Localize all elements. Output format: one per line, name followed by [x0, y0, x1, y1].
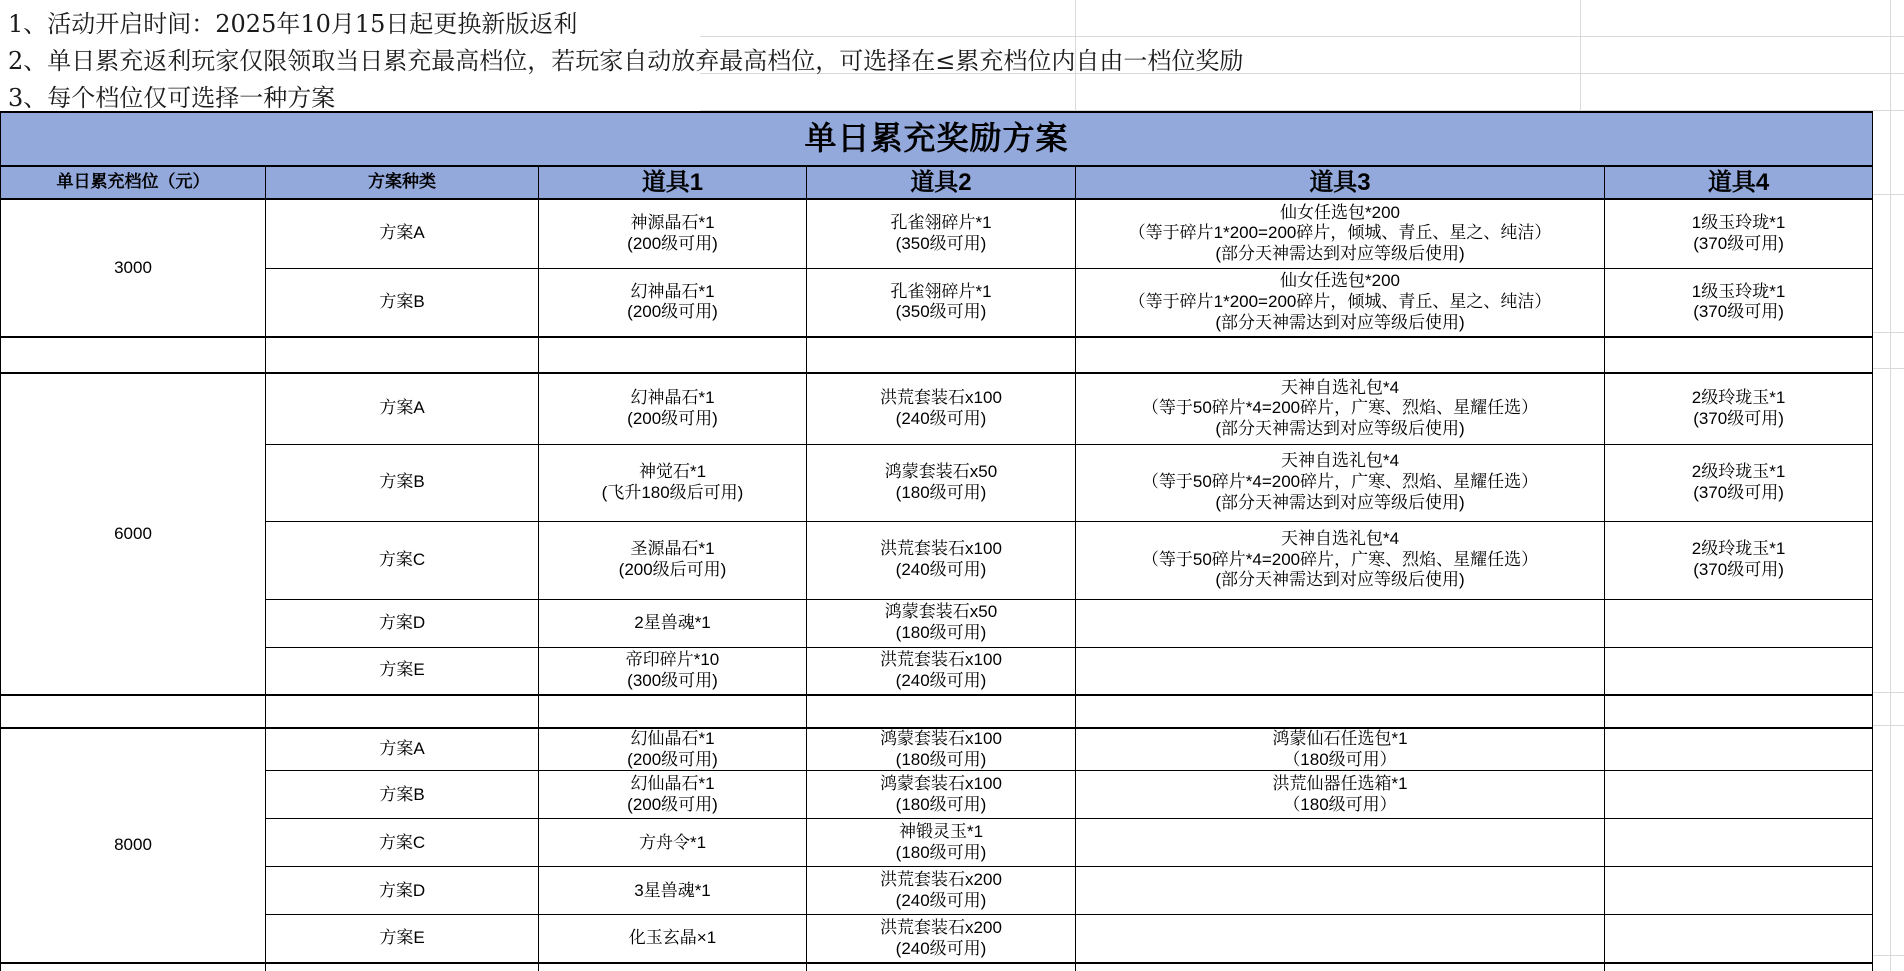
item4-cell[interactable]: [1605, 915, 1873, 963]
item-text-line: (200级可用): [627, 749, 718, 769]
plan-row: [1, 521, 1873, 599]
item-text-line: 神源晶石*1: [630, 213, 715, 233]
tier-amount-cell[interactable]: 6000: [1, 373, 266, 695]
item4-cell[interactable]: [1605, 199, 1873, 268]
item-text-line: （等于碎片1*200=200碎片，倾城、青丘、星之、纯洁）: [1128, 223, 1552, 243]
plan-type-cell[interactable]: 方案E: [266, 915, 539, 963]
item-text-line: 神锻灵玉*1: [898, 822, 984, 842]
item-text-line: (240级可用): [895, 408, 987, 428]
item-text-line: 天神自选礼包*4: [1280, 528, 1400, 548]
item-text-line: (350级可用): [895, 302, 987, 322]
item-text-line: 化玉玄晶×1: [628, 928, 717, 948]
item4-cell[interactable]: [1605, 771, 1873, 819]
item3-cell[interactable]: [1076, 647, 1605, 695]
tier-amount-cell[interactable]: 8000: [1, 728, 266, 963]
item-text-line: 鸿蒙套装石x50: [884, 461, 998, 481]
item-text-line: (部分天神需达到对应等级后使用): [1215, 570, 1465, 590]
plan-row: [1, 915, 1873, 963]
note-line-1[interactable]: 1、活动开启时间：2025年10月15日起更换新版返利: [8, 10, 578, 38]
item4-cell[interactable]: [1605, 521, 1873, 599]
item-text-line: 洪荒套装石x100: [880, 539, 1002, 559]
item-text-line: (370级可用): [1693, 560, 1784, 579]
item3-cell[interactable]: [1076, 521, 1605, 599]
item2-cell[interactable]: [807, 867, 1076, 915]
item4-cell[interactable]: [1605, 728, 1873, 771]
item-text-line: 天神自选礼包*4: [1280, 377, 1400, 397]
plan-type-cell[interactable]: 方案B: [266, 268, 539, 337]
col-header-item1[interactable]: 道具1: [539, 166, 807, 199]
col-header-item4[interactable]: 道具4: [1605, 166, 1873, 199]
item-text-line: (200级可用): [627, 302, 718, 322]
item1-cell[interactable]: [539, 444, 807, 521]
item-text-line: 鸿蒙套装石x50: [884, 602, 998, 622]
item1-cell[interactable]: [539, 728, 807, 771]
plan-type-cell[interactable]: 方案C: [266, 819, 539, 867]
empty-cell[interactable]: [1, 695, 266, 728]
item-text-line: （180级可用）: [1283, 794, 1397, 814]
item3-cell[interactable]: [1076, 444, 1605, 521]
note-line-2[interactable]: 2、单日累充返利玩家仅限领取当日累充最高档位，若玩家自动放弃最高档位，可选择在≤累充档位内自由一档位奖励: [8, 47, 1244, 75]
item2-cell[interactable]: [807, 728, 1076, 771]
item-text-line: (180级可用): [895, 623, 987, 642]
plan-type-cell[interactable]: 方案C: [266, 521, 539, 599]
item1-cell[interactable]: [539, 599, 807, 647]
item-text-line: (部分天神需达到对应等级后使用): [1215, 244, 1465, 264]
tier-amount-cell[interactable]: 3000: [1, 199, 266, 337]
item-text-line: 洪荒套装石x100: [880, 650, 1002, 670]
plan-type-cell[interactable]: 方案A: [266, 199, 539, 268]
plan-row: [1, 647, 1873, 695]
separator-row: [1, 695, 1873, 728]
empty-cell[interactable]: [539, 337, 807, 373]
item-text-line: (飞升180级后可用): [601, 482, 744, 502]
item-text-line: 1级玉玲珑*1: [1691, 213, 1786, 233]
gridline: [1872, 725, 1904, 726]
item-text-line: 方舟令*1: [638, 832, 707, 852]
plan-type-cell[interactable]: 方案B: [266, 771, 539, 819]
item-text-line: （180级可用）: [1283, 749, 1397, 769]
item-text-line: 神觉石*1: [638, 461, 707, 481]
table-header-row: [1, 166, 1873, 199]
item1-cell[interactable]: [539, 867, 807, 915]
table-title-row: [1, 112, 1873, 166]
item4-cell[interactable]: [1605, 647, 1873, 695]
item2-cell[interactable]: [807, 373, 1076, 444]
plan-row: [1, 199, 1873, 268]
item-text-line: (370级可用): [1693, 482, 1784, 502]
item1-cell[interactable]: [539, 373, 807, 444]
empty-cell[interactable]: [807, 695, 1076, 728]
item3-cell[interactable]: [1076, 915, 1605, 963]
empty-cell[interactable]: [1, 963, 266, 971]
item-text-line: 2星兽魂*1: [634, 612, 711, 632]
item-text-line: 幻神晶石*1: [630, 281, 715, 301]
item3-cell[interactable]: [1076, 199, 1605, 268]
empty-cell[interactable]: [1076, 695, 1605, 728]
empty-cell[interactable]: [807, 963, 1076, 971]
item-text-line: 2级玲珑玉*1: [1691, 539, 1786, 559]
plan-row: [1, 444, 1873, 521]
empty-cell[interactable]: [539, 963, 807, 971]
table-title[interactable]: 单日累充奖励方案: [1, 112, 1873, 166]
plan-row: [1, 268, 1873, 337]
item4-cell[interactable]: [1605, 819, 1873, 867]
item-text-line: (部分天神需达到对应等级后使用): [1215, 492, 1465, 512]
plan-row: [1, 867, 1873, 915]
item-text-line: 幻仙晶石*1: [630, 729, 715, 748]
empty-cell[interactable]: [266, 695, 539, 728]
item4-cell[interactable]: [1605, 373, 1873, 444]
separator-row: [1, 337, 1873, 373]
item1-cell[interactable]: [539, 268, 807, 337]
item2-cell[interactable]: [807, 268, 1076, 337]
item3-cell[interactable]: [1076, 728, 1605, 771]
item2-cell[interactable]: [807, 444, 1076, 521]
empty-cell[interactable]: [1605, 695, 1873, 728]
item1-cell[interactable]: [539, 521, 807, 599]
item-text-line: (370级可用): [1693, 408, 1784, 428]
gridline: [1872, 332, 1904, 333]
item-text-line: 洪荒套装石x200: [880, 870, 1002, 890]
plan-row: [1, 599, 1873, 647]
item-text-line: 3星兽魂*1: [634, 880, 711, 900]
item-text-line: 天神自选礼包*4: [1280, 451, 1400, 471]
empty-cell[interactable]: [266, 337, 539, 373]
item-text-line: (240级可用): [895, 670, 987, 690]
empty-cell[interactable]: [539, 695, 807, 728]
item-text-line: (240级可用): [895, 890, 987, 910]
item4-cell[interactable]: [1605, 867, 1873, 915]
gridline: [1872, 692, 1904, 693]
plan-type-cell[interactable]: 方案B: [266, 444, 539, 521]
item2-cell[interactable]: [807, 599, 1076, 647]
item-text-line: (240级可用): [895, 938, 987, 958]
item-text-line: (180级可用): [895, 842, 987, 862]
item1-cell[interactable]: [539, 199, 807, 268]
item-text-line: 孔雀翎碎片*1: [890, 281, 992, 301]
item-text-line: (200级可用): [627, 408, 718, 428]
item-text-line: 洪荒套装石x200: [880, 917, 1002, 937]
item-text-line: (370级可用): [1693, 302, 1784, 322]
item-text-line: (200级后可用): [618, 560, 727, 579]
plan-type-cell[interactable]: 方案D: [266, 599, 539, 647]
item4-cell[interactable]: [1605, 599, 1873, 647]
item-text-line: （等于50碎片*4=200碎片，广寒、烈焰、星耀任选）: [1141, 472, 1539, 492]
item-text-line: (300级可用): [627, 670, 718, 690]
empty-cell[interactable]: [1605, 963, 1873, 971]
item3-cell[interactable]: [1076, 599, 1605, 647]
item-text-line: （等于50碎片*4=200碎片，广寒、烈焰、星耀任选）: [1141, 549, 1539, 569]
empty-cell[interactable]: [1076, 337, 1605, 373]
item-text-line: 孔雀翎碎片*1: [890, 213, 992, 233]
item-text-line: (180级可用): [895, 749, 987, 769]
item1-cell[interactable]: [539, 771, 807, 819]
plan-type-cell[interactable]: 方案D: [266, 867, 539, 915]
item-text-line: (240级可用): [895, 560, 987, 579]
item-text-line: (200级可用): [627, 233, 718, 253]
col-header-item2[interactable]: 道具2: [807, 166, 1076, 199]
gridline: [1872, 194, 1904, 195]
item-text-line: 圣源晶石*1: [630, 539, 715, 559]
item3-cell[interactable]: [1076, 867, 1605, 915]
item-text-line: (200级可用): [627, 794, 718, 814]
item2-cell[interactable]: [807, 647, 1076, 695]
item-text-line: 幻仙晶石*1: [630, 774, 715, 794]
item-text-line: (180级可用): [895, 794, 987, 814]
plan-type-cell[interactable]: 方案A: [266, 373, 539, 444]
item-text-line: 1级玉玲珑*1: [1691, 281, 1786, 301]
empty-cell[interactable]: [1, 337, 266, 373]
item-text-line: (180级可用): [895, 482, 987, 502]
item-text-line: 洪荒仙器任选箱*1: [1272, 774, 1408, 794]
plan-row: [1, 728, 1873, 771]
reward-table: [0, 111, 1873, 971]
col-header-item3[interactable]: 道具3: [1076, 166, 1605, 199]
item-text-line: 2级玲珑玉*1: [1691, 461, 1786, 481]
empty-cell[interactable]: [1076, 963, 1605, 971]
item3-cell[interactable]: [1076, 373, 1605, 444]
item-text-line: 幻神晶石*1: [630, 388, 715, 408]
plan-row: [1, 771, 1873, 819]
item-text-line: (370级可用): [1693, 233, 1784, 253]
item3-cell[interactable]: [1076, 771, 1605, 819]
item2-cell[interactable]: [807, 915, 1076, 963]
item2-cell[interactable]: [807, 199, 1076, 268]
separator-row: [1, 963, 1873, 971]
gridline: [1872, 368, 1904, 369]
item4-cell[interactable]: [1605, 268, 1873, 337]
col-header-tier[interactable]: 单日累充档位（元）: [1, 166, 266, 199]
col-header-plan[interactable]: 方案种类: [266, 166, 539, 199]
gridline: [1580, 0, 1581, 110]
empty-cell[interactable]: [1605, 337, 1873, 373]
empty-cell[interactable]: [807, 337, 1076, 373]
item1-cell[interactable]: [539, 647, 807, 695]
item-text-line: （等于50碎片*4=200碎片，广寒、烈焰、星耀任选）: [1141, 398, 1539, 418]
item-text-line: 仙女任选包*200: [1280, 271, 1400, 291]
gridline: [700, 36, 1904, 37]
item2-cell[interactable]: [807, 819, 1076, 867]
item2-cell[interactable]: [807, 521, 1076, 599]
item3-cell[interactable]: [1076, 268, 1605, 337]
item4-cell[interactable]: [1605, 444, 1873, 521]
item-text-line: (350级可用): [895, 233, 987, 253]
item2-cell[interactable]: [807, 771, 1076, 819]
plan-type-cell[interactable]: 方案E: [266, 647, 539, 695]
item-text-line: （等于碎片1*200=200碎片，倾城、青丘、星之、纯洁）: [1128, 291, 1552, 311]
plan-row: [1, 819, 1873, 867]
item3-cell[interactable]: [1076, 819, 1605, 867]
note-line-3[interactable]: 3、每个档位仅可选择一种方案: [8, 84, 336, 112]
item-text-line: (部分天神需达到对应等级后使用): [1215, 312, 1465, 332]
item-text-line: 鸿蒙套装石x100: [880, 774, 1002, 794]
item-text-line: 2级玲珑玉*1: [1691, 388, 1786, 408]
item-text-line: 洪荒套装石x100: [880, 388, 1002, 408]
gridline: [1872, 955, 1904, 956]
item-text-line: 鸿蒙仙石任选包*1: [1272, 729, 1408, 748]
plan-type-cell[interactable]: 方案A: [266, 728, 539, 771]
item-text-line: (部分天神需达到对应等级后使用): [1215, 419, 1465, 439]
item1-cell[interactable]: [539, 915, 807, 963]
item1-cell[interactable]: [539, 819, 807, 867]
empty-cell[interactable]: [266, 963, 539, 971]
item-text-line: 仙女任选包*200: [1280, 202, 1400, 222]
item-text-line: 帝印碎片*10: [625, 650, 720, 670]
gridline: [1890, 0, 1891, 971]
item-text-line: 鸿蒙套装石x100: [880, 729, 1002, 748]
plan-row: [1, 373, 1873, 444]
